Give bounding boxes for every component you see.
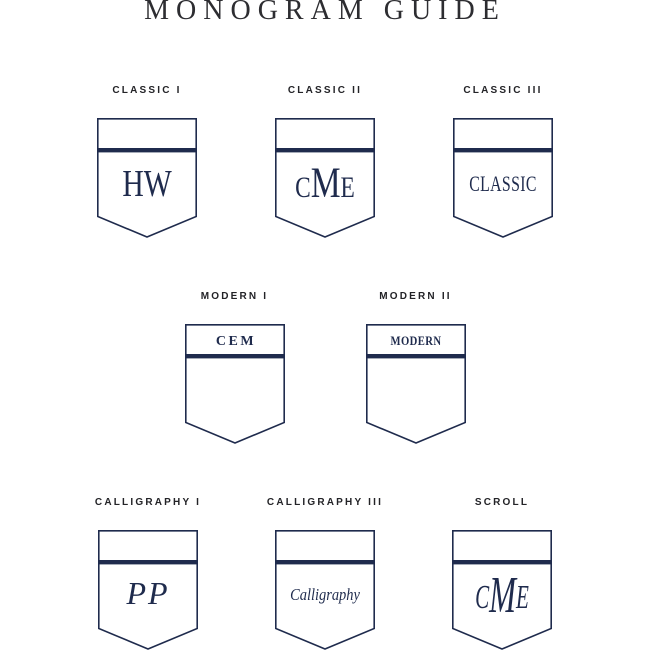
style-calligraphy-3 (266, 497, 384, 650)
monogram-text: PP (126, 575, 170, 611)
style-classic-3 (453, 85, 553, 238)
pennant-banner (366, 324, 466, 444)
pennant-banner (97, 118, 197, 238)
style-label: MODERN I (200, 291, 269, 302)
pennant-stripe (276, 560, 374, 564)
style-calligraphy-1 (94, 497, 202, 650)
style-scroll (452, 497, 552, 650)
style-classic-1 (97, 85, 197, 238)
pennant-stripe (99, 560, 197, 564)
style-label: SCROLL (474, 497, 530, 508)
monogram-text: CME (295, 160, 355, 208)
style-label: MODERN II (379, 291, 452, 302)
monogram-text: Calligraphy (290, 585, 360, 605)
pennant-banner (275, 530, 375, 650)
pennant-stripe (276, 148, 374, 152)
pennant-stripe (454, 148, 552, 152)
monogram-text: CLASSIC (469, 172, 537, 197)
style-label: CLASSIC I (112, 85, 182, 96)
style-label: CALLIGRAPHY I (94, 497, 202, 508)
monogram-text: CME (475, 566, 529, 625)
style-label: CLASSIC III (463, 85, 543, 96)
pennant-stripe (453, 560, 551, 564)
style-modern-1 (185, 291, 285, 444)
monogram-text: HW (122, 163, 172, 205)
pennant-banner (98, 530, 198, 650)
row-modern (0, 291, 650, 444)
row-classic (0, 85, 650, 238)
page-title: MONOGRAM GUIDE (144, 0, 506, 26)
pennant-banner (452, 530, 552, 650)
style-label: CALLIGRAPHY III (266, 497, 384, 508)
pennant-stripe (366, 354, 464, 358)
style-classic-2 (275, 85, 375, 238)
pennant-banner (185, 324, 285, 444)
pennant-banner (453, 118, 553, 238)
monogram-text: CEM (215, 334, 256, 349)
row-calligraphy (0, 497, 650, 650)
style-label: CLASSIC II (287, 85, 363, 96)
monogram-text: MODERN (390, 332, 441, 349)
pennant-stripe (98, 148, 196, 152)
pennant-banner (275, 118, 375, 238)
pennant-stripe (185, 354, 283, 358)
style-modern-2 (366, 291, 466, 444)
